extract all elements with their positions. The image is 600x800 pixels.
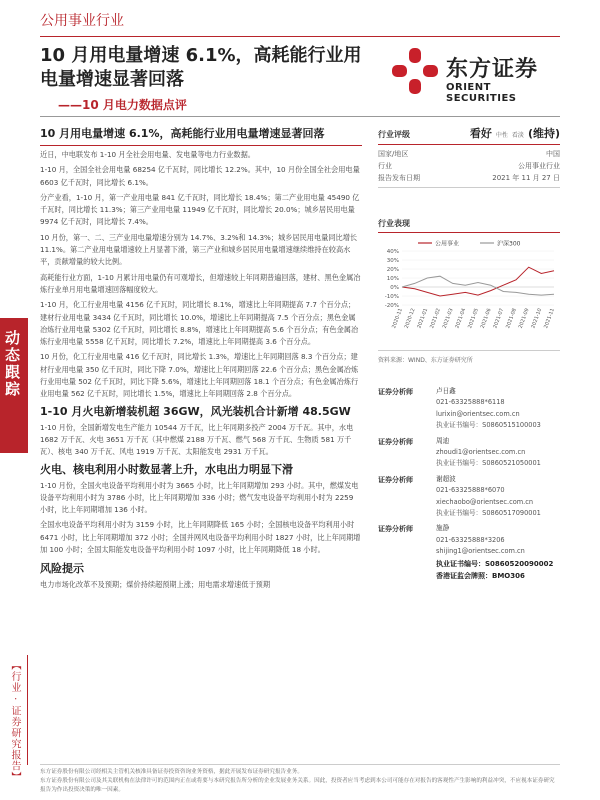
footer-line: 东方证券股份有限公司经相关主管机关核准具备证券投资咨询业务资格，据此开展发布证券研究报告业务。 (40, 769, 303, 775)
side-section-label: 动态跟踪 (3, 330, 21, 398)
x-tick-label: 2021-09 (517, 307, 531, 330)
analyst-entry (378, 436, 560, 470)
rating-bearish: 看淡 (511, 132, 524, 139)
performance-title: 行业表现 (378, 218, 560, 233)
paragraph: 1-10 月，全国全社会用电量 68254 亿千瓦时，同比增长 12.2%。其中，10 月份全国全社会用电量 6603 亿千瓦时，同比增长 6.1%。 (40, 165, 360, 187)
info-row-date (378, 172, 560, 184)
analyst-license: 执业证书编号：S0860517090001 (436, 509, 541, 518)
analyst-details (436, 474, 541, 520)
x-tick-label: 2021-11 (543, 307, 556, 330)
footer-line: 东方证券股份有限公司及其关联机构在法律许可的范围内正在或将要与本研究报告所分析的企业发展业务关系。因此，投资者应当考虑到本公司可能存在对报告的客观性产生影响的利益冲突，不应视本证券研究报告为作出投资决策的唯一因素。 (40, 778, 555, 793)
x-tick-label: 2021-07 (492, 307, 506, 330)
y-tick-label: 30% (386, 258, 399, 264)
info-value: 公用事业行业 (518, 162, 560, 170)
paragraph: 近日，中电联发布 1-10 月全社会用电量、发电量等电力行业数据。 (40, 150, 255, 159)
footer-disclaimer (40, 764, 560, 795)
analyst-entry (378, 386, 560, 432)
info-value: 2021 年 11 月 27 日 (492, 174, 560, 182)
analyst-details (436, 436, 541, 470)
section-title-consumption: 10 月用电量增速 6.1%，高耗能行业用电量增速显著回落 (40, 122, 362, 146)
y-tick-label: 10% (386, 276, 399, 282)
paragraph: 全国水电设备平均利用小时为 3159 小时，比上年同期降低 165 小时；全国核电设备平均利用小时 6471 小时，比上年同期增加 372 小时；全国并网风电设备平均利用小时 1827 小时，比上年同期增加 100 小时；全国太阳能发电设备平均利用小时 1097 小时，比上年同期降低 18 小时。 (40, 520, 361, 555)
x-tick-label: 2020-11 (391, 307, 404, 330)
industry-header: 公用事业行业 (40, 13, 124, 29)
logo-mark-icon (390, 46, 440, 96)
analyst-role: 证券分析师 (378, 388, 413, 396)
section-title-capacity: 1-10 月火电新增装机超 36GW，风光装机合计新增 48.5GW (40, 404, 351, 418)
info-value: 中国 (546, 150, 560, 158)
analyst-name: 施静 (436, 524, 450, 533)
analyst-license: 执业证书编号：S0860521050001 (436, 459, 541, 468)
chart-source: 资料来源：WIND、东方证券研究所 (378, 350, 560, 364)
paragraph: 1-10 月，化工行业用电量 4156 亿千瓦时，同比增长 8.1%，增速比上年同期提高 7.7 个百分点；建材行业用电量 3434 亿千瓦时，同比增长 10.0%，增速比上年同期提高 7.5 个百分点；黑色金属冶炼行业用电量 5302 亿千瓦时，同比增长 8.8%，增速比上年同期提高 5.6 个百分点；有色金属冶炼行业用电量 5558 亿千瓦时，同比增长 7.2%，增速比上年同期提高 3.6 个百分点。 (40, 300, 359, 347)
title-rule (40, 116, 560, 117)
rating-row (378, 122, 560, 145)
analyst-role: 证券分析师 (378, 437, 413, 446)
y-tick-label: 20% (386, 267, 399, 273)
right-column (378, 122, 560, 586)
analyst-email[interactable]: lurixin@orientsec.com.cn (436, 409, 520, 418)
orient-securities-logo (390, 44, 565, 104)
logo-english-name: ORIENT SECURITIES (446, 82, 517, 104)
analyst-list (378, 386, 560, 582)
x-tick-label: 2021-08 (505, 307, 518, 330)
analyst-name: 谢超波 (436, 474, 456, 483)
x-tick-label: 2021-05 (467, 307, 480, 330)
info-label: 国家/地区 (378, 150, 409, 158)
info-row-industry (378, 160, 560, 172)
analyst-email[interactable]: xiechaobo@orientsec.com.cn (436, 497, 534, 506)
info-label: 报告发布日期 (378, 174, 420, 182)
analyst-phone: 021-63325888*6070 (436, 486, 505, 495)
paragraph: 1-10 月份，全国火电设备平均利用小时为 3665 小时，比上年同期增加 293 小时。其中，燃煤发电设备平均利用小时为 3786 小时，比上年同期增加 336 小时；燃气发电设备平均利用小时为 2259 小时，比上年同期增加 136 小时。 (40, 480, 359, 515)
analyst-phone: 021-63325888*3206 (436, 535, 505, 544)
rating-label: 行业评级 (378, 130, 410, 139)
legend-label: 沪深300 (497, 240, 521, 248)
header-rule (40, 36, 560, 37)
rating-hold: (维持) (527, 127, 560, 140)
x-tick-label: 2021-04 (454, 307, 468, 330)
y-tick-label: 0% (390, 285, 399, 291)
rating-main: 看好 (469, 127, 492, 140)
rating-neutral: 中性 (495, 132, 508, 139)
info-row-region (378, 148, 560, 160)
y-tick-label: -10% (384, 294, 399, 300)
analyst-role: 证券分析师 (378, 525, 413, 534)
risk-title: 风险提示 (40, 562, 84, 576)
x-tick-label: 2021-06 (479, 307, 493, 330)
performance-chart (378, 237, 560, 342)
main-column (40, 122, 362, 595)
y-tick-label: 40% (386, 249, 399, 255)
rating-values (470, 125, 560, 141)
paragraph: 1-10 月份，全国新增发电生产能力 10544 万千瓦，比上年同期多投产 2004 万千瓦。其中，水电 1682 万千瓦、火电 3651 万千瓦（其中燃煤 2188 万千瓦、燃气 568 万千瓦、生物质 581 万千瓦）、核电 340 万千瓦、风电 1919 万千瓦、太阳能发电 2931 万千瓦。 (40, 422, 354, 457)
paragraph: 10 月份，化工行业用电量 416 亿千瓦时，同比增长 1.3%，增速比上年同期回落 8.3 个百分点；建材行业用电量 350 亿千瓦时，同比下降 7.0%，增速比上年同期回落 22.6 个百分点；黑色金属冶炼行业用电量 502 亿千瓦时，同比下降 5.6%，增速比上年同期回落 18.1 个百分点；有色金属冶炼行业用电量 562 亿千瓦时，同比增长 1.5%，增速比上年同期回落 2.8 个百分点。 (40, 352, 359, 399)
analyst-phone: 021-63325888*6118 (436, 398, 505, 407)
hk-license: 香港证监会牌照：BMO306 (436, 571, 525, 580)
analyst-license: 执业证书编号：S0860520090002 (436, 559, 554, 568)
info-label: 行业 (378, 162, 392, 170)
x-tick-label: 2021-10 (530, 307, 544, 330)
side-vertical-label: 【行业 · 证券研究报告】 (9, 660, 20, 783)
paragraph: 高耗能行业方面，1-10 月累计用电量仍有可观增长，但增速较上年同期普遍回落，建材、黑色金属冶炼行业单月用电量增速回落幅度较大。 (40, 272, 361, 294)
series-line (402, 276, 554, 295)
logo-chinese-name: 东方证券 (446, 57, 539, 82)
analyst-email[interactable]: zhoudi1@orientsec.com.cn (436, 448, 526, 457)
legend-label: 公用事业 (435, 240, 460, 248)
analyst-name: 周迪 (436, 436, 450, 445)
analyst-entry (378, 523, 560, 581)
series-line (402, 267, 554, 296)
paragraph: 分产业看，1-10 月，第一产业用电量 841 亿千瓦时，同比增长 18.4%；第二产业用电量 45490 亿千瓦时，同比增长 11.3%；第三产业用电量 11949 亿千瓦时，同比增长 20.0%；城乡居民用电量 9974 亿千瓦时，同比增长 7.4%。 (40, 192, 360, 227)
analyst-role: 证券分析师 (378, 475, 413, 484)
x-tick-label: 2021-02 (429, 307, 442, 330)
analyst-details (436, 523, 553, 581)
section-title-utilization: 火电、核电利用小时数显著上升，水电出力明显下滑 (40, 462, 293, 476)
performance-chart-svg (378, 237, 560, 342)
paragraph: 10 月份，第一、二、三产业用电量增速分别为 14.7%、3.2%和 14.3%；城乡居民用电量同比增长 11.1%。第二产业用电量增速较上月显著下滑，第三产业和城乡居民用电量增速继续维持在较高水平，贡献增量的较大比例。 (40, 232, 358, 267)
info-block (378, 145, 560, 188)
analyst-email[interactable]: shijing1@orientsec.com.cn (436, 547, 525, 556)
analyst-details (436, 386, 541, 432)
analyst-license: 执业证书编号：S0860515100003 (436, 421, 541, 430)
report-subtitle: ——10 月电力数据点评 (58, 98, 187, 112)
risk-text: 电力市场化改革不及预期；煤价持续超预期上涨；用电需求增速低于预期 (40, 580, 271, 590)
x-tick-label: 2020-12 (403, 307, 417, 330)
y-tick-label: -20% (384, 303, 399, 309)
analyst-entry (378, 474, 560, 520)
x-tick-label: 2021-03 (441, 307, 455, 330)
x-tick-label: 2021-01 (416, 307, 430, 330)
report-title: 10 月用电量增速 6.1%，高耗能行业用电量增速显著回落 (40, 45, 362, 90)
analyst-name: 卢日鑫 (436, 387, 456, 395)
